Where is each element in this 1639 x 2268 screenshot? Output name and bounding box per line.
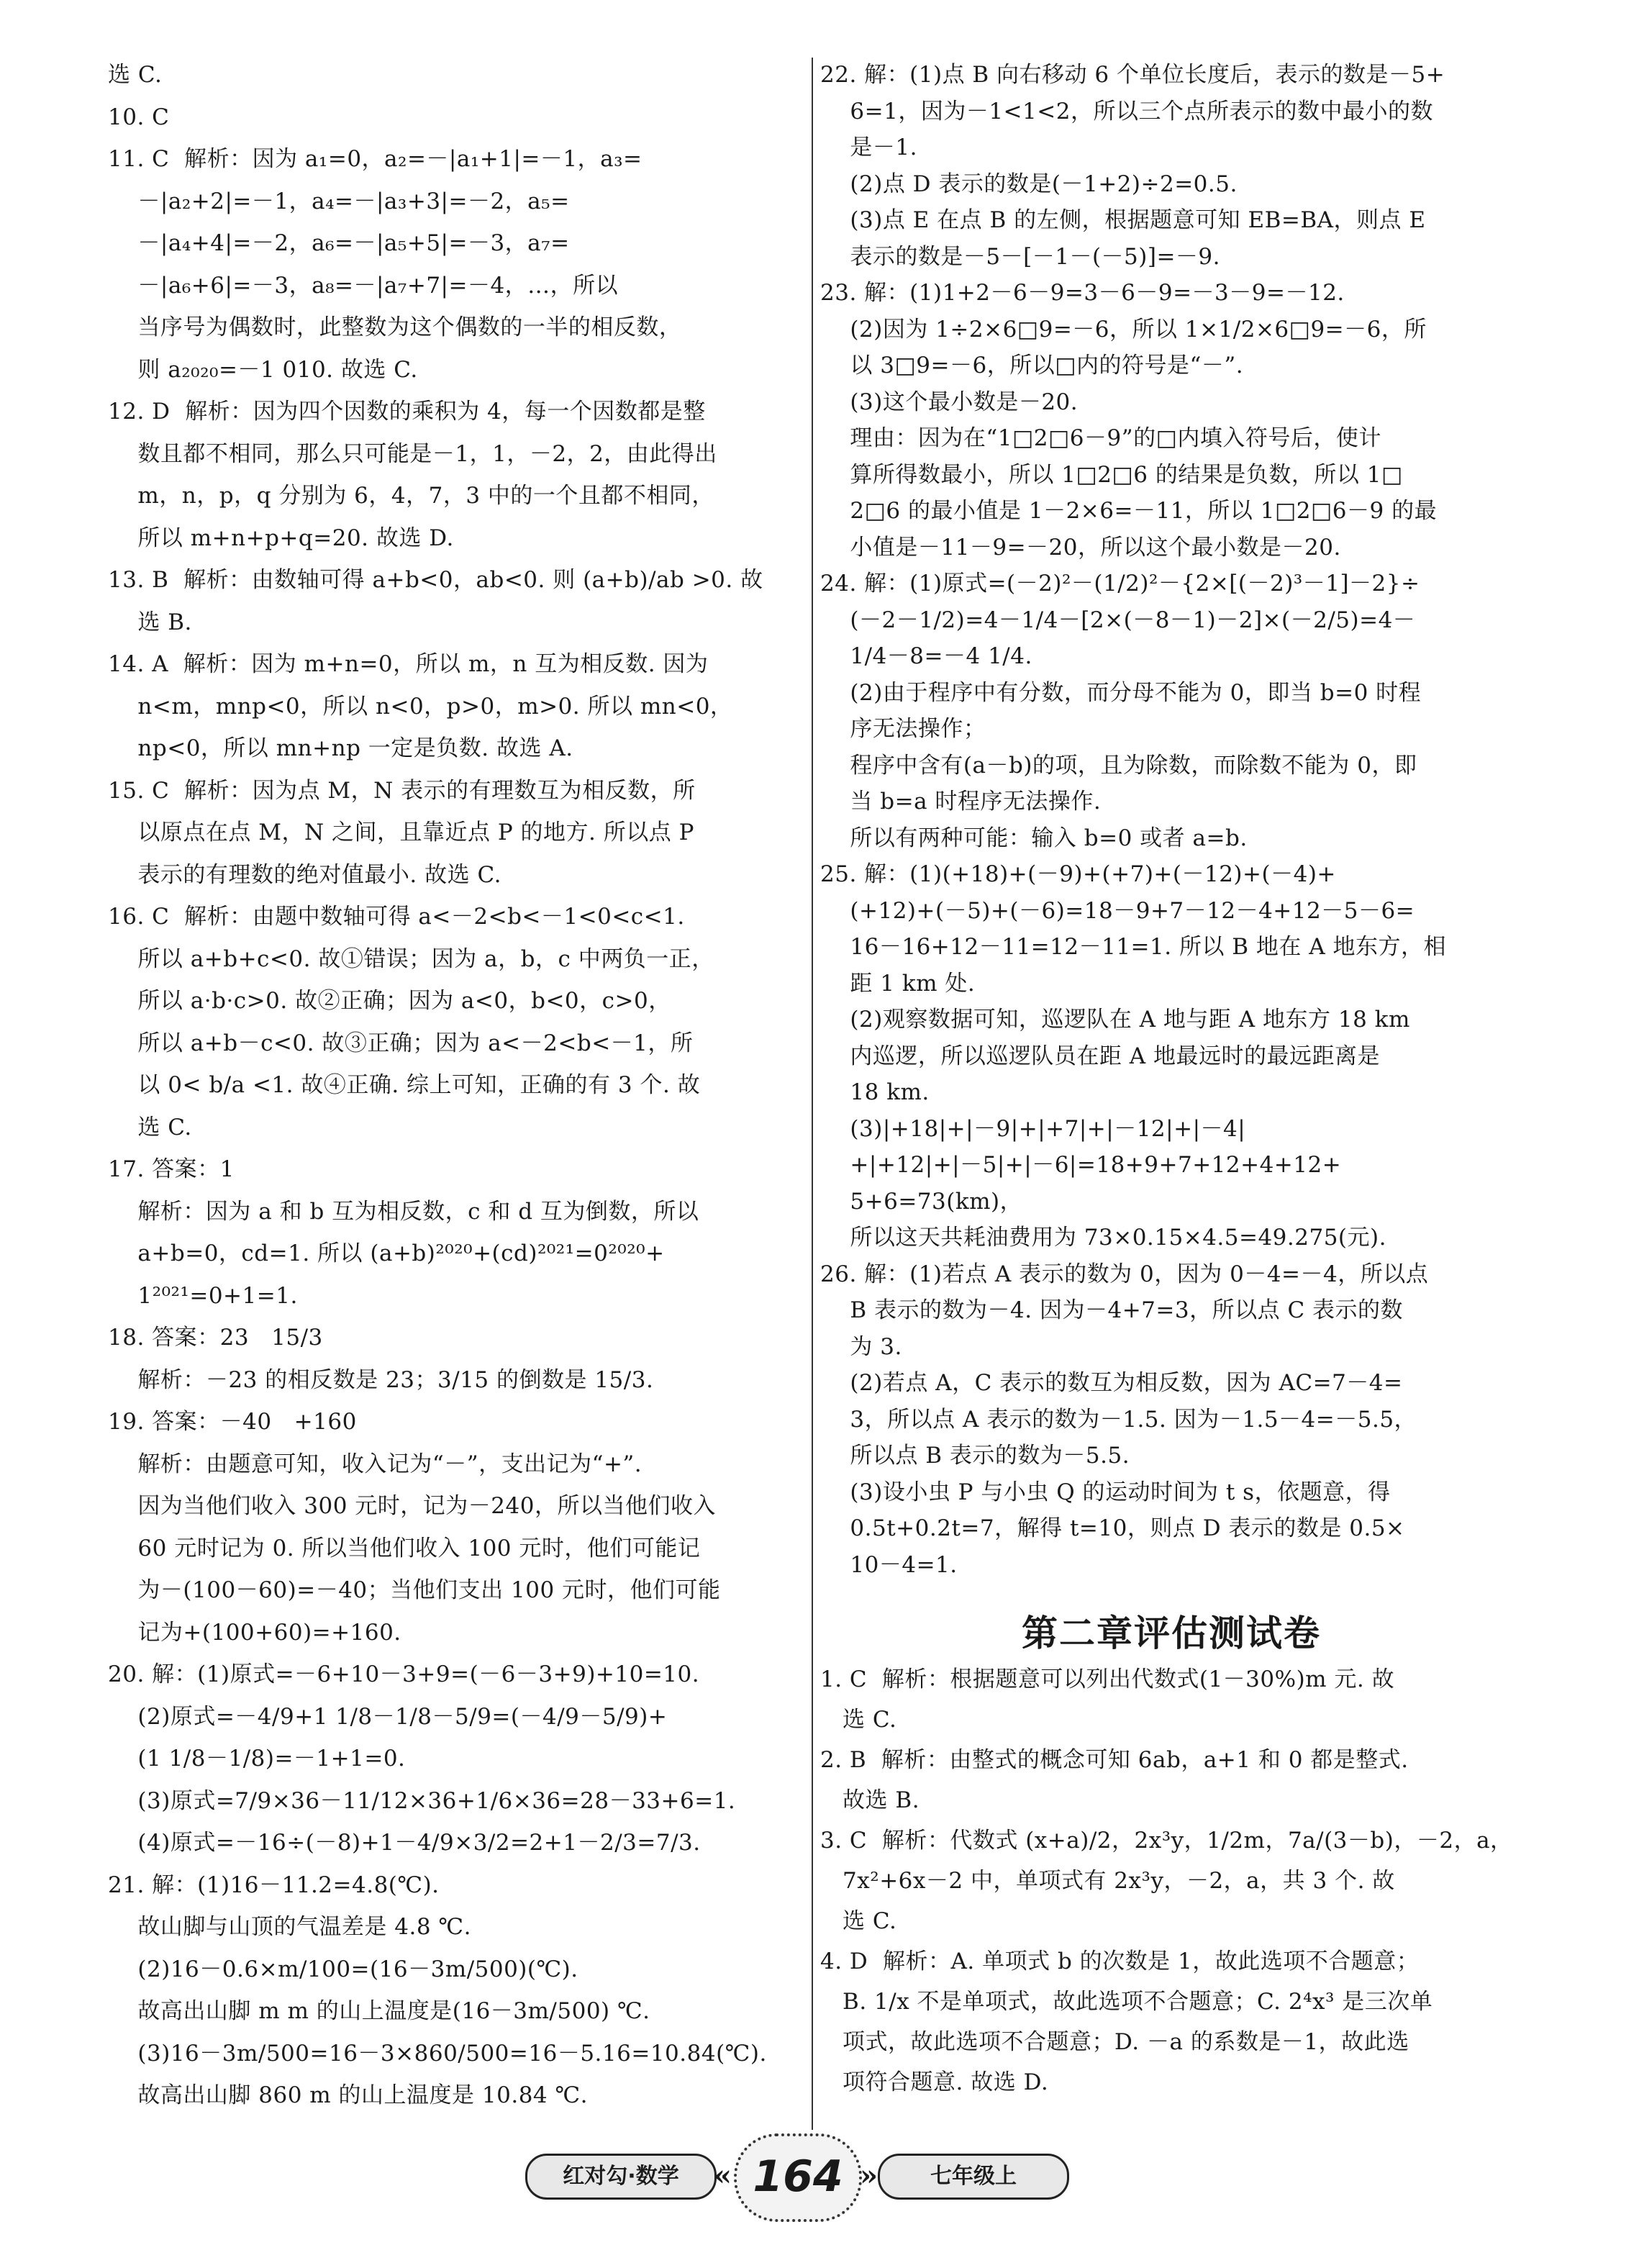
text-line: (2)16－0.6×m/100=(16－3m/500)(℃).	[108, 1956, 578, 1982]
text-line: 17. 答案：1	[108, 1156, 235, 1182]
text-line: 4. D 解析：A. 单项式 b 的次数是 1，故此选项不合题意；	[820, 1949, 1420, 1974]
text-line: 1. C 解析：根据题意可以列出代数式(1－30%)m 元. 故	[820, 1666, 1395, 1692]
text-line: (1 1/8－1/8)=－1+1=0.	[108, 1746, 406, 1772]
text-line: 所以 a·b·c>0. 故②正确；因为 a<0，b<0，c>0，	[108, 988, 671, 1014]
text-line: (3)这个最小数是－20.	[820, 389, 1079, 415]
text-line: 10－4=1.	[820, 1551, 958, 1578]
text-line: 故高出山脚 m m 的山上温度是(16－3m/500) ℃.	[108, 1998, 650, 2024]
text-line: 算所得数最小，所以 1□2□6 的结果是负数，所以 1□	[820, 461, 1403, 488]
right-arrow-icon: »	[860, 2159, 878, 2192]
text-line: 23. 解：(1)1+2－6－9=3－6－9=－3－9=－12.	[820, 280, 1345, 306]
text-line: 0.5t+0.2t=7，解得 t=10，则点 D 表示的数是 0.5×	[820, 1515, 1405, 1541]
text-line: 选 C.	[820, 1707, 897, 1733]
text-line: B 表示的数为－4. 因为－4+7=3，所以点 C 表示的数	[820, 1297, 1404, 1323]
text-line: 18 km.	[820, 1079, 930, 1105]
text-line: 距 1 km 处.	[820, 970, 976, 997]
text-line: 故山脚与山顶的气温差是 4.8 ℃.	[108, 1914, 471, 1940]
text-line: (4)原式=－16÷(－8)+1－4/9×3/2=2+1－2/3=7/3.	[108, 1830, 701, 1856]
text-line: 当 b=a 时程序无法操作.	[820, 789, 1102, 815]
text-line: +|+12|+|－5|+|－6|=18+9+7+12+4+12+	[820, 1152, 1342, 1178]
text-line: 当序号为偶数时，此整数为这个偶数的一半的相反数，	[108, 314, 682, 340]
text-line: －|a₆+6|=－3，a₈=－|a₇+7|=－4，…，所以	[108, 272, 619, 299]
text-line: 18. 答案：23 15/3	[108, 1325, 323, 1351]
text-line: (2)若点 A，C 表示的数互为相反数，因为 AC=7－4=	[820, 1370, 1403, 1396]
text-line: 数且都不相同，那么只可能是－1，1，－2，2，由此得出	[108, 440, 717, 467]
text-line: 内巡逻，所以巡逻队员在距 A 地最远时的最远距离是	[820, 1043, 1381, 1069]
grade-badge: 七年级上	[878, 2154, 1069, 2200]
page-number: 164	[734, 2133, 862, 2222]
text-line: np<0，所以 mn+np 一定是负数. 故选 A.	[108, 735, 573, 761]
text-line: 选 C.	[820, 1908, 897, 1934]
text-line: (2)点 D 表示的数是(－1+2)÷2=0.5.	[820, 171, 1238, 197]
text-line: －|a₄+4|=－2，a₆=－|a₅+5|=－3，a₇=	[108, 230, 570, 256]
text-line: 10. C	[108, 104, 170, 130]
text-line: (2)因为 1÷2×6□9=－6，所以 1×1/2×6□9=－6，所	[820, 316, 1427, 343]
text-line: 5+6=73(km)，	[820, 1188, 1023, 1215]
text-line: 以 0< b/a <1. 故④正确. 综上可知，正确的有 3 个. 故	[108, 1072, 701, 1098]
text-line: 15. C 解析：因为点 M，N 表示的有理数互为相反数，所	[108, 777, 696, 804]
text-line: 11. C 解析：因为 a₁=0，a₂=－|a₁+1|=－1，a₃=	[108, 146, 643, 172]
text-line: (3)设小虫 P 与小虫 Q 的运动时间为 t s，依题意，得	[820, 1479, 1391, 1505]
text-line: 选 C.	[108, 1114, 192, 1140]
text-line: (3)16－3m/500=16－3×860/500=16－5.16=10.84(℃).	[108, 2040, 767, 2067]
text-line: 所以这天共耗油费用为 73×0.15×4.5=49.275(元).	[820, 1225, 1386, 1251]
text-line: (+12)+(－5)+(－6)=18－9+7－12－4+12－5－6=	[820, 897, 1415, 924]
text-line: 以原点在点 M，N 之间，且靠近点 P 的地方. 所以点 P	[108, 820, 694, 845]
text-line: (3)点 E 在点 B 的左侧，根据题意可知 EB=BA，则点 E	[820, 207, 1426, 233]
text-line: 为 3.	[820, 1333, 902, 1360]
text-line: 序无法操作；	[820, 716, 986, 742]
text-line: 2□6 的最小值是 1－2×6=－11，所以 1□2□6－9 的最	[820, 498, 1438, 524]
text-line: (3)原式=7/9×36－11/12×36+1/6×36=28－33+6=1.	[108, 1787, 736, 1814]
section-title: 第二章评估测试卷	[1022, 1612, 1321, 1654]
text-line: 理由：因为在“1□2□6－9”的□内填入符号后，使计	[820, 425, 1381, 451]
text-line: (3)|+18|+|－9|+|+7|+|－12|+|－4|	[820, 1115, 1246, 1142]
text-line: 7x²+6x－2 中，单项式有 2x³y，－2，a，共 3 个. 故	[820, 1868, 1395, 1894]
text-line: 是－1.	[820, 135, 917, 160]
text-line: 6=1，因为－1<1<2，所以三个点所表示的数中最小的数	[820, 98, 1433, 124]
text-line: 记为+(100+60)=+160.	[108, 1619, 401, 1646]
text-line: 所以有两种可能：输入 b=0 或者 a=b.	[820, 825, 1248, 851]
text-line: a+b=0，cd=1. 所以 (a+b)²⁰²⁰+(cd)²⁰²¹=0²⁰²⁰+	[108, 1240, 665, 1266]
text-line: 3，所以点 A 表示的数为－1.5. 因为－1.5－4=－5.5，	[820, 1406, 1417, 1433]
text-line: 为－(100－60)=－40；当他们支出 100 元时，他们可能	[108, 1577, 721, 1603]
text-line: 解析：－23 的相反数是 23；3/15 的倒数是 15/3.	[108, 1366, 654, 1393]
text-line: 选 B.	[108, 609, 192, 635]
text-line: 所以 a+b－c<0. 故③正确；因为 a<－2<b<－1，所	[108, 1030, 694, 1056]
text-line: 所以 m+n+p+q=20. 故选 D.	[108, 525, 454, 551]
text-line: 解析：因为 a 和 b 互为相反数，c 和 d 互为倒数，所以	[108, 1198, 699, 1225]
text-line: 选 C.	[108, 62, 163, 88]
text-line: (－2－1/2)=4－1/4－[2×(－8－1)－2]×(－2/5)=4－	[820, 607, 1416, 633]
text-line: (2)原式=－4/9+1 1/8－1/8－5/9=(－4/9－5/9)+	[108, 1703, 668, 1730]
text-line: 1²⁰²¹=0+1=1.	[108, 1282, 298, 1309]
text-line: (2)由于程序中有分数，而分母不能为 0，即当 b=0 时程	[820, 679, 1422, 706]
text-line: 19. 答案：－40 +160	[108, 1409, 357, 1435]
text-line: 20. 解：(1)原式=－6+10－3+9=(－6－3+9)+10=10.	[108, 1661, 700, 1687]
text-line: 解析：由题意可知，收入记为“－”，支出记为“+”.	[108, 1451, 643, 1477]
text-line: 则 a₂₀₂₀=－1 010. 故选 C.	[108, 356, 418, 383]
text-line: 程序中含有(a－b)的项，且为除数，而除数不能为 0，即	[820, 752, 1417, 779]
left-arrow-icon: «	[714, 2159, 732, 2192]
text-line: 16. C 解析：由题中数轴可得 a<－2<b<－1<0<c<1.	[108, 904, 685, 930]
text-line: (2)观察数据可知，巡逻队在 A 地与距 A 地东方 18 km	[820, 1007, 1410, 1033]
text-line: B. 1/x 不是单项式，故此选项不合题意；C. 2⁴x³ 是三次单	[820, 1989, 1433, 2015]
text-line: 表示的有理数的绝对值最小. 故选 C.	[108, 861, 501, 888]
text-line: 14. A 解析：因为 m+n=0，所以 m，n 互为相反数. 因为	[108, 651, 709, 677]
text-line: －|a₂+2|=－1，a₄=－|a₃+3|=－2，a₅=	[108, 188, 570, 214]
text-line: n<m，mnp<0，所以 n<0，p>0，m>0. 所以 mn<0，	[108, 693, 733, 720]
text-line: 以 3□9=－6，所以□内的符号是“－”.	[820, 353, 1244, 378]
column-divider	[812, 58, 813, 2130]
text-line: 21. 解：(1)16－11.2=4.8(℃).	[108, 1872, 440, 1898]
text-line: 3. C 解析：代数式 (x+a)/2，2x³y，1/2m，7a/(3－b)，－2，a，	[820, 1828, 1513, 1854]
text-line: 26. 解：(1)若点 A 表示的数为 0，因为 0－4=－4，所以点	[820, 1261, 1429, 1287]
text-line: 22. 解：(1)点 B 向右移动 6 个单位长度后，表示的数是－5+	[820, 62, 1445, 88]
book-title-badge: 红对勾·数学	[525, 2154, 717, 2200]
text-line: 项式，故此选项不合题意；D. －a 的系数是－1，故此选	[820, 2029, 1409, 2055]
text-line: 12. D 解析：因为四个因数的乘积为 4，每一个因数都是整	[108, 399, 706, 425]
text-line: 25. 解：(1)(+18)+(－9)+(+7)+(－12)+(－4)+	[820, 861, 1336, 887]
text-line: 60 元时记为 0. 所以当他们收入 100 元时，他们可能记	[108, 1535, 701, 1561]
text-line: 所以 a+b+c<0. 故①错误；因为 a，b，c 中两负一正，	[108, 945, 714, 972]
text-line: 表示的数是－5－[－1－(－5)]=－9.	[820, 243, 1221, 270]
text-line: 2. B 解析：由整式的概念可知 6ab，a+1 和 0 都是整式.	[820, 1747, 1409, 1773]
text-line: 16－16+12－11=12－11=1. 所以 B 地在 A 地东方，相	[820, 934, 1447, 960]
text-line: 13. B 解析：由数轴可得 a+b<0，ab<0. 则 (a+b)/ab >0. 故	[108, 567, 763, 593]
text-line: 因为当他们收入 300 元时，记为－240，所以当他们收入	[108, 1493, 716, 1519]
text-line: 项符合题意. 故选 D.	[820, 2069, 1049, 2095]
text-line: m，n，p，q 分别为 6，4，7，3 中的一个且都不相同，	[108, 483, 714, 509]
text-line: 24. 解：(1)原式=(－2)²－(1/2)²－{2×[(－2)³－1]－2}÷	[820, 571, 1420, 597]
page-footer	[525, 2133, 1101, 2216]
text-line: 故高出山脚 860 m 的山上温度是 10.84 ℃.	[108, 2082, 589, 2108]
text-line: 故选 B.	[820, 1787, 920, 1813]
text-line: 所以点 B 表示的数为－5.5.	[820, 1443, 1130, 1469]
text-line: 小值是－11－9=－20，所以这个最小数是－20.	[820, 534, 1341, 561]
text-line: 1/4－8=－4 1/4.	[820, 643, 1032, 669]
